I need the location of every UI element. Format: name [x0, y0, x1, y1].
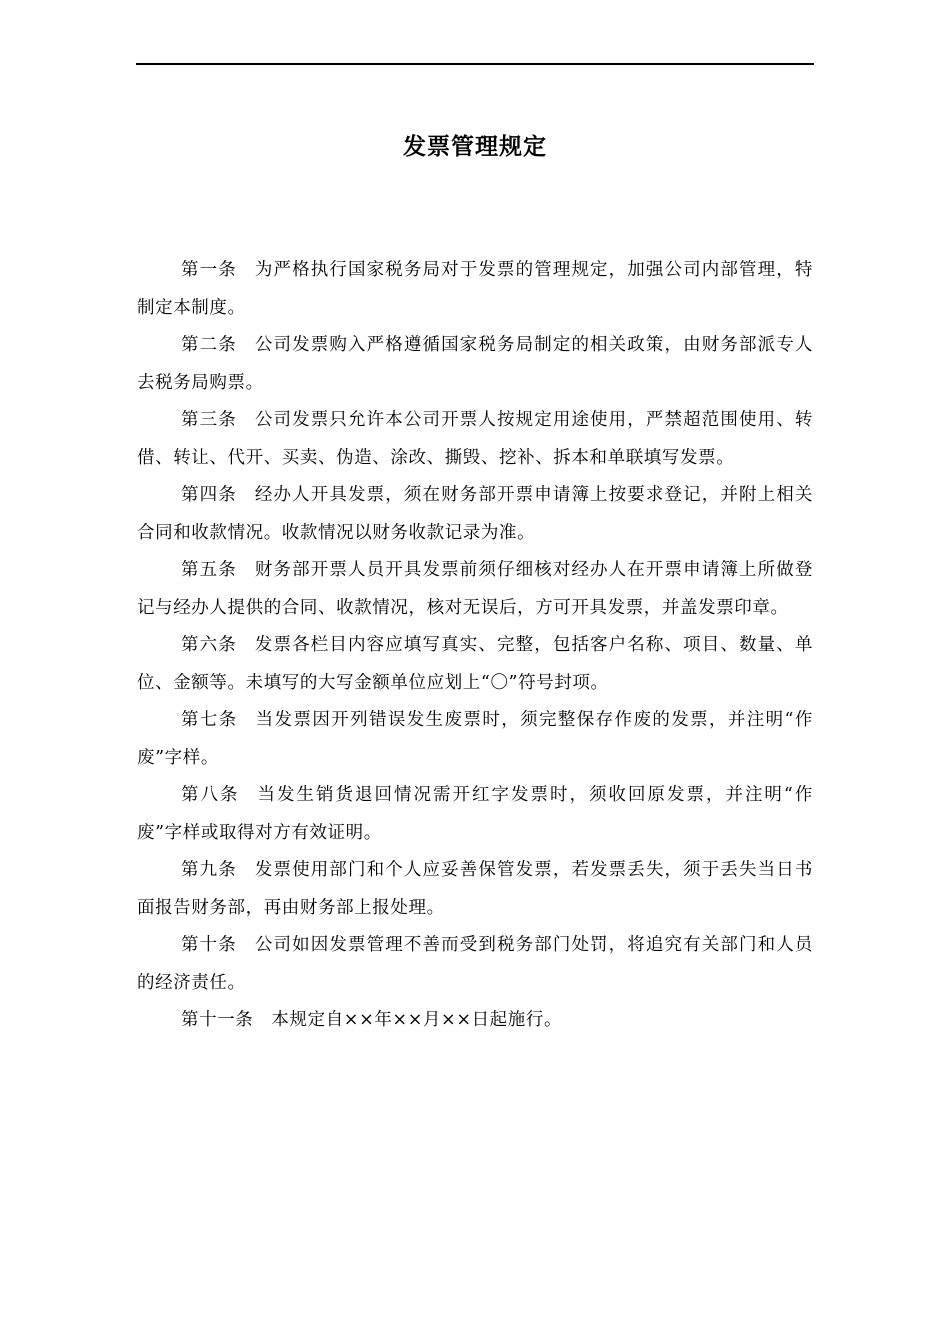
- article-number: 第二条: [181, 335, 237, 355]
- article-10: [137, 927, 813, 1002]
- header-rule: [136, 63, 814, 65]
- article-number: 第十一条: [181, 1010, 254, 1030]
- article-3: [137, 402, 813, 477]
- article-number: 第四条: [181, 485, 237, 505]
- article-1: [137, 252, 813, 327]
- article-number: 第一条: [181, 260, 237, 280]
- article-number: 第五条: [181, 560, 237, 580]
- article-number: 第三条: [181, 410, 237, 430]
- article-text: 本规定自××年××月××日起施行。: [271, 1010, 563, 1030]
- article-text: 公司发票购入严格遵循国家税务局制定的相关政策，由财务部派专人去税务局购票。: [137, 335, 813, 393]
- article-list: [137, 252, 813, 1040]
- article-text: 公司发票只允许本公司开票人按规定用途使用，严禁超范围使用、转借、转让、代开、买卖、伪造、涂改、撕毁、挖补、拆本和单联填写发票。: [137, 410, 813, 468]
- article-9: [137, 852, 813, 927]
- article-5: [137, 552, 813, 627]
- article-6: [137, 627, 813, 702]
- article-4: [137, 477, 813, 552]
- article-text: 当发票因开列错误发生废票时，须完整保存作废的发票，并注明“作废”字样。: [137, 710, 813, 768]
- article-number: 第八条: [181, 785, 240, 805]
- article-text: 财务部开票人员开具发票前须仔细核对经办人在开票申请簿上所做登记与经办人提供的合同、收款情况，核对无误后，方可开具发票，并盖发票印章。: [137, 560, 813, 618]
- article-text: 当发生销货退回情况需开红字发票时，须收回原发票，并注明“作废”字样或取得对方有效证明。: [137, 785, 813, 843]
- article-2: [137, 327, 813, 402]
- article-7: [137, 702, 813, 777]
- article-11: [137, 1002, 813, 1040]
- article-text: 为严格执行国家税务局对于发票的管理规定，加强公司内部管理，特制定本制度。: [137, 260, 813, 318]
- article-number: 第六条: [181, 635, 237, 655]
- article-number: 第九条: [181, 860, 237, 880]
- article-8: [137, 777, 813, 852]
- article-text: 发票各栏目内容应填写真实、完整，包括客户名称、项目、数量、单位、金额等。未填写的大写金额单位应划上“〇”符号封项。: [137, 635, 813, 693]
- article-number: 第七条: [181, 710, 238, 730]
- article-text: 发票使用部门和个人应妥善保管发票，若发票丢失，须于丢失当日书面报告财务部，再由财务部上报处理。: [137, 860, 813, 918]
- article-text: 经办人开具发票，须在财务部开票申请簿上按要求登记，并附上相关合同和收款情况。收款情况以财务收款记录为准。: [137, 485, 813, 543]
- article-text: 公司如因发票管理不善而受到税务部门处罚，将追究有关部门和人员的经济责任。: [137, 935, 813, 993]
- article-number: 第十条: [181, 935, 237, 955]
- page-title: 发票管理规定: [403, 133, 547, 160]
